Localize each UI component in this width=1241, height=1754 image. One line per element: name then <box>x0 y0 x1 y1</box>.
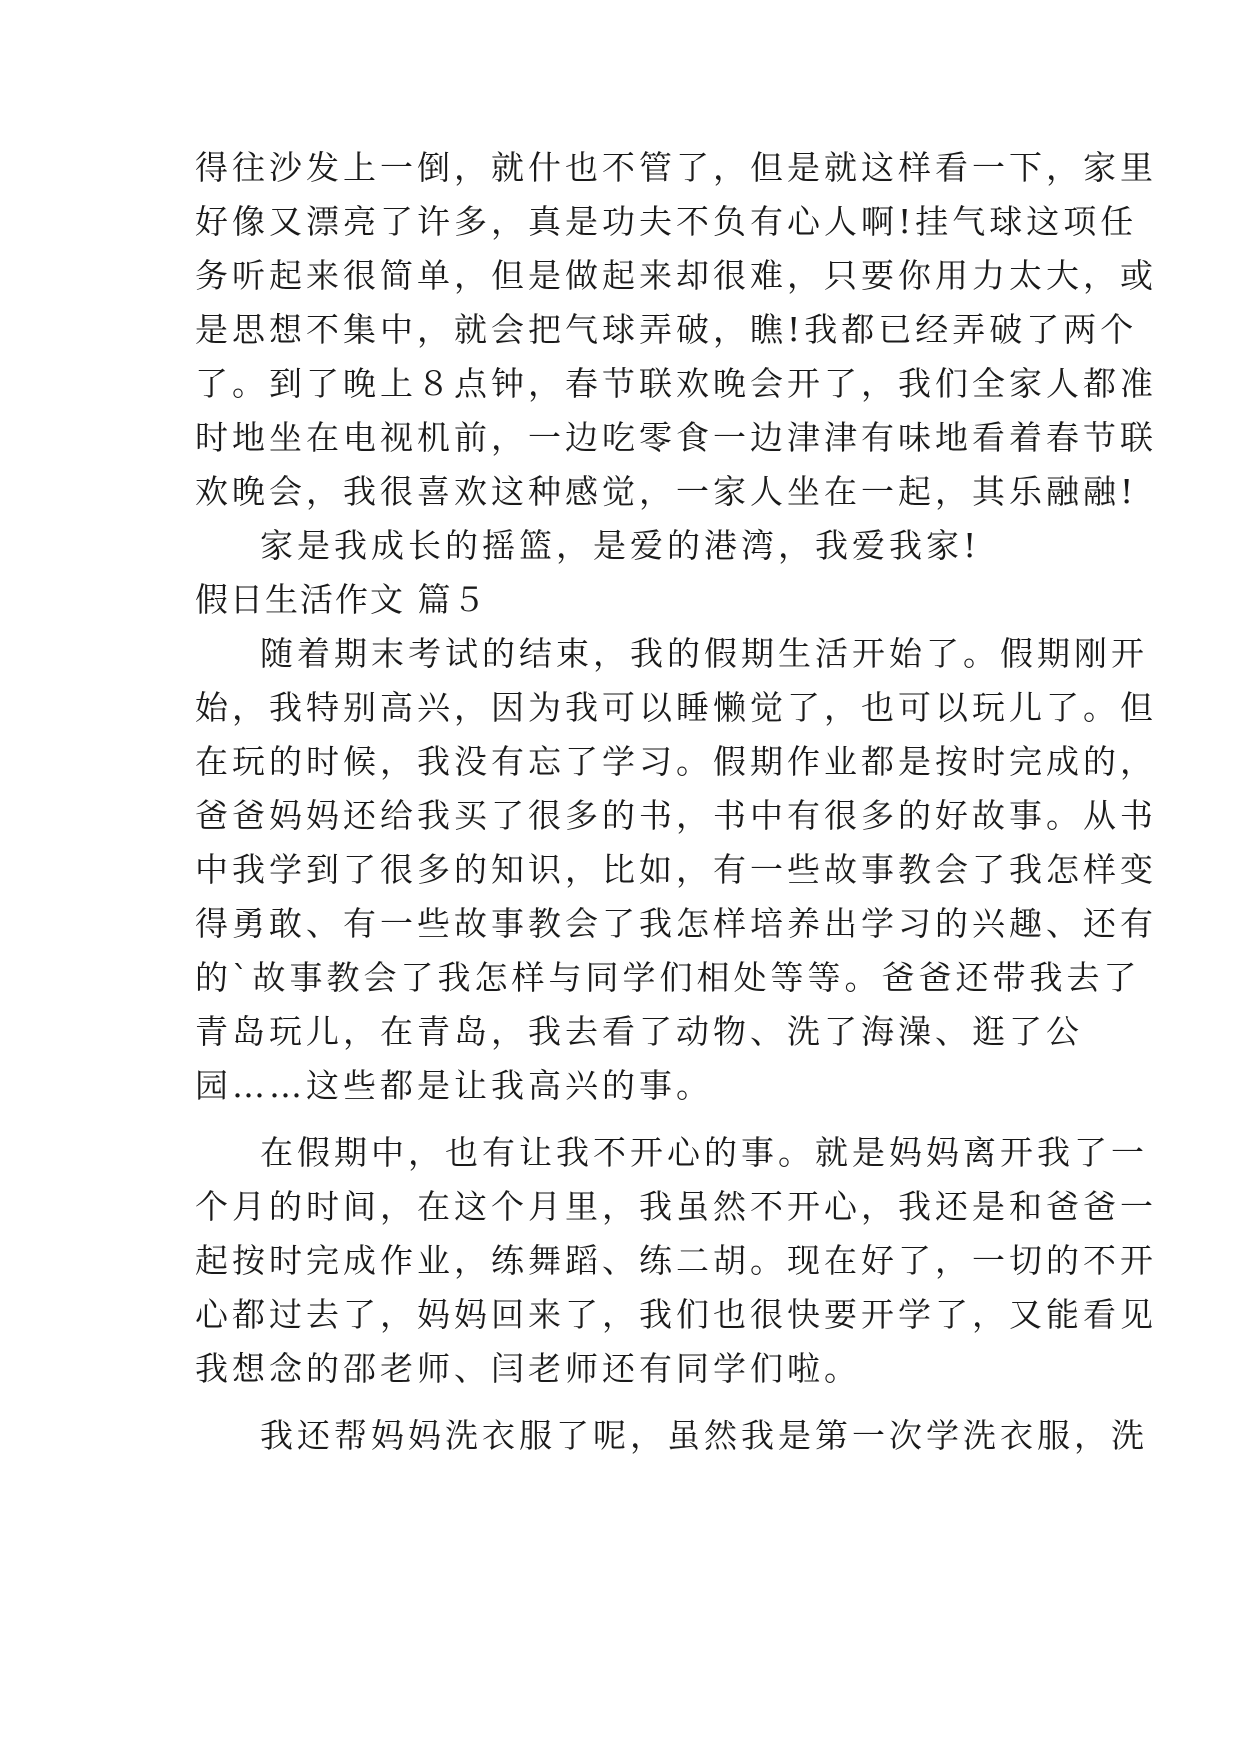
paragraph-line: 家是我成长的摇篮，是爱的港湾，我爱我家! <box>260 526 981 565</box>
paragraph-line: 青岛玩儿，在青岛，我去看了动物、洗了海澡、逛了公 <box>195 1012 1083 1051</box>
paragraph-line: 在假期中，也有让我不开心的事。就是妈妈离开我了一 <box>260 1133 1148 1172</box>
paragraph-line: 我还帮妈妈洗衣服了呢，虽然我是第一次学洗衣服，洗 <box>260 1416 1148 1455</box>
paragraph-line: 中我学到了很多的知识，比如，有一些故事教会了我怎样变 <box>195 850 1157 889</box>
paragraph-line: 得勇敢、有一些故事教会了我怎样培养出学习的兴趣、还有 <box>195 904 1157 943</box>
paragraph-line: 随着期末考试的结束，我的假期生活开始了。假期刚开 <box>260 634 1148 673</box>
paragraph-line: 园……这些都是让我高兴的事。 <box>195 1066 713 1105</box>
paragraph-line: 起按时完成作业，练舞蹈、练二胡。现在好了，一切的不开 <box>195 1241 1157 1280</box>
paragraph-line: 在玩的时候，我没有忘了学习。假期作业都是按时完成的， <box>195 742 1157 781</box>
paragraph-line: 我想念的邵老师、闫老师还有同学们啦。 <box>195 1349 861 1388</box>
paragraph-line: 的`故事教会了我怎样与同学们相处等等。爸爸还带我去了 <box>195 958 1141 997</box>
paragraph-line: 欢晚会，我很喜欢这种感觉，一家人坐在一起，其乐融融! <box>195 472 1138 511</box>
paragraph-line: 个月的时间，在这个月里，我虽然不开心，我还是和爸爸一 <box>195 1187 1157 1226</box>
paragraph-line: 好像又漂亮了许多，真是功夫不负有心人啊!挂气球这项任 <box>195 202 1138 241</box>
paragraph-line: 时地坐在电视机前，一边吃零食一边津津有味地看着春节联 <box>195 418 1157 457</box>
paragraph-line: 始，我特别高兴，因为我可以睡懒觉了，也可以玩儿了。但 <box>195 688 1157 727</box>
paragraph-line: 爸爸妈妈还给我买了很多的书，书中有很多的好故事。从书 <box>195 796 1157 835</box>
paragraph-line: 务听起来很简单，但是做起来却很难，只要你用力太大，或 <box>195 256 1157 295</box>
paragraph-line: 得往沙发上一倒，就什也不管了，但是就这样看一下，家里 <box>195 148 1157 187</box>
section-heading: 假日生活作文 篇５ <box>195 580 488 619</box>
paragraph-line: 是思想不集中，就会把气球弄破，瞧!我都已经弄破了两个 <box>195 310 1138 349</box>
paragraph-line: 心都过去了，妈妈回来了，我们也很快要开学了，又能看见 <box>195 1295 1157 1334</box>
paragraph-line: 了。到了晚上８点钟，春节联欢晚会开了，我们全家人都准 <box>195 364 1157 403</box>
